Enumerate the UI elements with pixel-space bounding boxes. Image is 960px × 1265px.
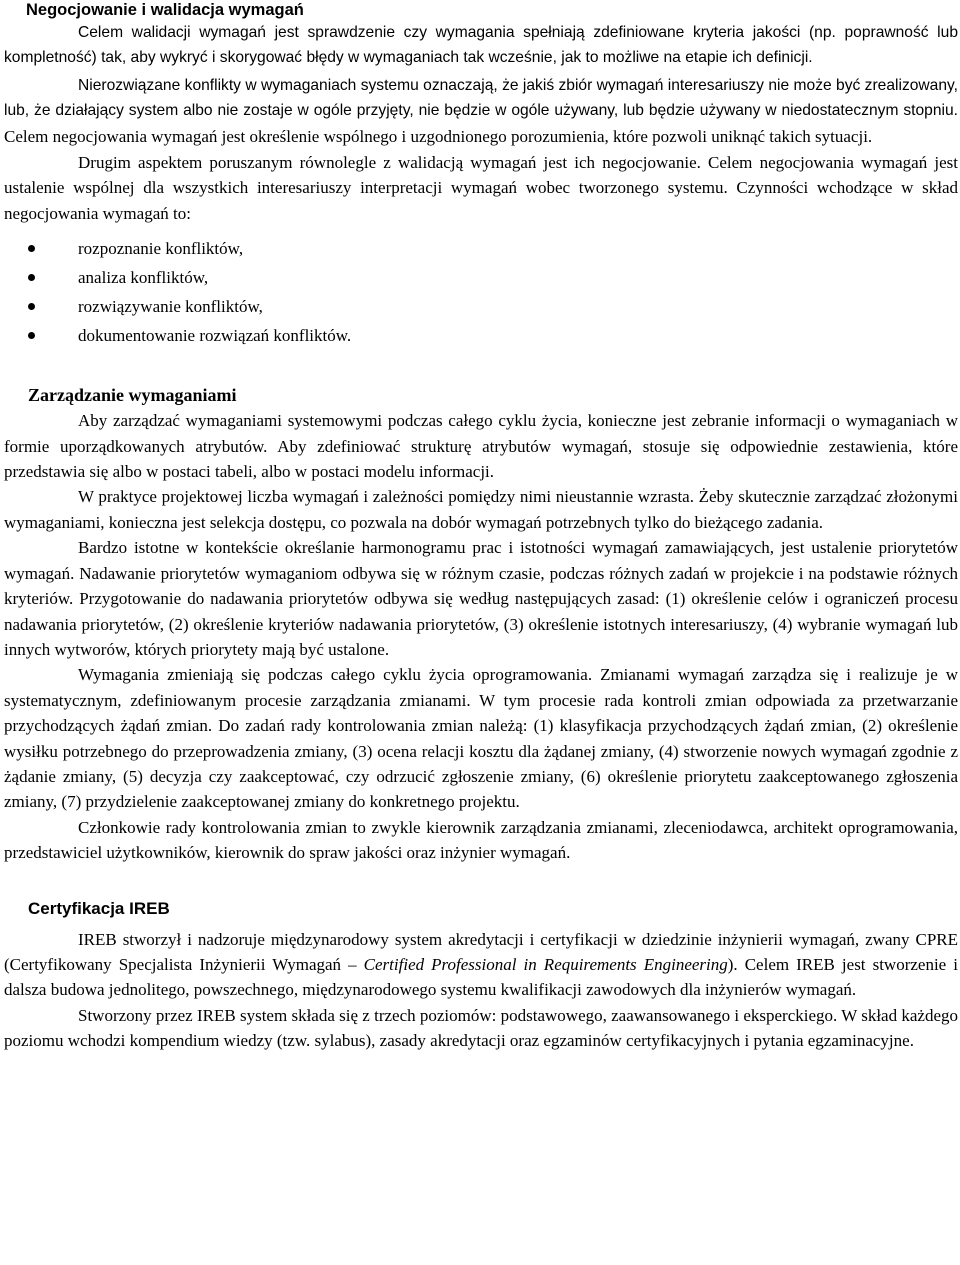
list-item: rozwiązywanie konfliktów, xyxy=(4,292,958,321)
paragraph-ireb-cpre: IREB stworzył i nadzoruje międzynarodowy system akredytacji i certyfikacji w dziedzinie inżynierii wymagań, zwany CPRE (Certyfikowany Specjalista Inżynierii Wymagań – Certified Professional in Requirements Engineering). Celem IREB jest stworzenie i dalsza budowa jednolitego, powszechnego, międzynarodowego systemu kwalifikacji zawodowych dla inżynierów wymagań. xyxy=(4,929,958,1000)
conflicts-text-sans: Nierozwiązane konflikty w wymaganiach systemu oznaczają, że jakiś zbiór wymagań interesariuszy nie może być zrealizowany, lub, że działający system albo nie zostaje w ogóle przyjęty, nie będzie w ogóle używany, lub będzie używany w niedostatecznym stopniu. xyxy=(4,76,958,120)
paragraph-requirement-attributes: Aby zarządzać wymaganiami systemowymi podczas całego cyklu życia, konieczne jest zebranie informacji o wymaganiach w formie uporządkowanych atrybutów. Aby zdefiniować strukturę atrybutów wymagań, stosuje się odpowiednie zestawienia, które przedstawia się albo w postaci tabeli, albo w postaci modelu informacji. xyxy=(4,411,958,482)
conflicts-text-serif: Celem negocjowania wymagań jest określenie wspólnego i uzgodnionego porozumienia, które pozwoli uniknąć takich sytuacji. xyxy=(4,126,873,146)
section-heading-negocjowanie: Negocjowanie i walidacja wymagań xyxy=(26,1,304,19)
section-heading-zarzadzanie: Zarządzanie wymaganiami xyxy=(28,385,237,406)
bullet-icon xyxy=(28,274,35,281)
paragraph-prioritization: Bardzo istotne w kontekście określanie harmonogramu prac i istotności wymagań zamawiających, jest ustalenie priorytetów wymagań. Nadawanie priorytetów wymaganiom odbywa się w różnym czasie, podczas różnych zadań w projekcie i na podstawie różnych kryteriów. Przygotowanie do nadawania priorytetów odbywa się według następujących zasad: (1) określenie celów i ograniczeń procesu nadawania priorytetów, (2) określenie kryteriów nadawania priorytetów, (3) określenie istotnych interesariuszy, (4) wybranie wymagań lub innych wytworów, których priorytety mają być ustalone. xyxy=(4,538,958,659)
paragraph-unresolved-conflicts xyxy=(4,73,958,150)
paragraph-access-selection: W praktyce projektowej liczba wymagań i zależności pomiędzy nimi nieustannie wzrasta. Żeby skutecznie zarządzać złożonymi wymaganiami, konieczna jest selekcja dostępu, co pozwala na dobór wymagań potrzebnych tylko do bieżącego zadania. xyxy=(4,487,958,532)
paragraph-negotiation-aspect: Drugim aspektem poruszanym równolegle z walidacją wymagań jest ich negocjowanie. Celem negocjowania wymagań jest ustalenie wspólnej dla wszystkich interesariuszy interpretacji wymagań wobec tworzonego systemu. Czynności wchodzące w skład negocjowania wymagań to: xyxy=(4,153,958,223)
section-heading-certyfikacja: Certyfikacja IREB xyxy=(28,898,170,918)
cpre-english-name: Certified Professional in Requirements Engineering xyxy=(363,954,728,974)
paragraph-ireb-levels: Stworzony przez IREB system składa się z trzech poziomów: podstawowego, zaawansowanego i eksperckiego. W skład każdego poziomu wchodzi kompendium wiedzy (tzw. sylabus), zasady akredytacji oraz egzaminów certyfikacyjnych i pytania egzaminacyjne. xyxy=(4,1005,958,1051)
bullet-icon xyxy=(28,303,35,310)
paragraph-change-management: Wymagania zmieniają się podczas całego cyklu życia oprogramowania. Zmianami wymagań zarządza się i realizuje je w systematycznym, zdefiniowanym procesie zarządzania zmianami. W tym procesie rada kontroli zmian odpowiada za przetwarzanie przychodzących żądań zmian. Do zadań rady kontrolowania zmian należą: (1) klasyfikacja przychodzących żądań zmian, (2) określenie wysiłku potrzebnego do przeprowadzenia zmiany, (3) ocena relacji kosztu dla żądanej zmiany, (4) stworzenie nowych wymagań zgodnie z żądanie zmiany, (5) decyzja czy zaakceptować, czy odrzucić zgłoszenie zmiany, (6) określenie priorytetu zaakceptowanego zgłoszenia zmiany, (7) przydzielenie zaakceptowanej zmiany do konkretnego projektu. xyxy=(4,665,958,812)
list-item: analiza konfliktów, xyxy=(4,263,958,292)
bullet-icon xyxy=(28,245,35,252)
list-item: rozpoznanie konfliktów, xyxy=(4,234,958,263)
list-item: dokumentowanie rozwiązań konfliktów. xyxy=(4,321,958,350)
bullet-icon xyxy=(28,332,35,339)
negotiation-activities-list xyxy=(4,234,958,350)
document-page xyxy=(4,0,958,1054)
paragraph-validation-goal: Celem walidacji wymagań jest sprawdzenie czy wymagania spełniają zdefiniowane kryteria jakości (np. poprawność lub kompletność) tak, aby wykryć i skorygować błędy w wymaganiach tak wcześnie, jak to możliwe na etapie ich definicji. xyxy=(4,24,958,67)
paragraph-change-board-members: Członkowie rady kontrolowania zmian to zwykle kierownik zarządzania zmianami, zleceniodawca, architekt oprogramowania, przedstawiciel użytkowników, kierownik do spraw jakości oraz inżynier wymagań. xyxy=(4,817,958,863)
